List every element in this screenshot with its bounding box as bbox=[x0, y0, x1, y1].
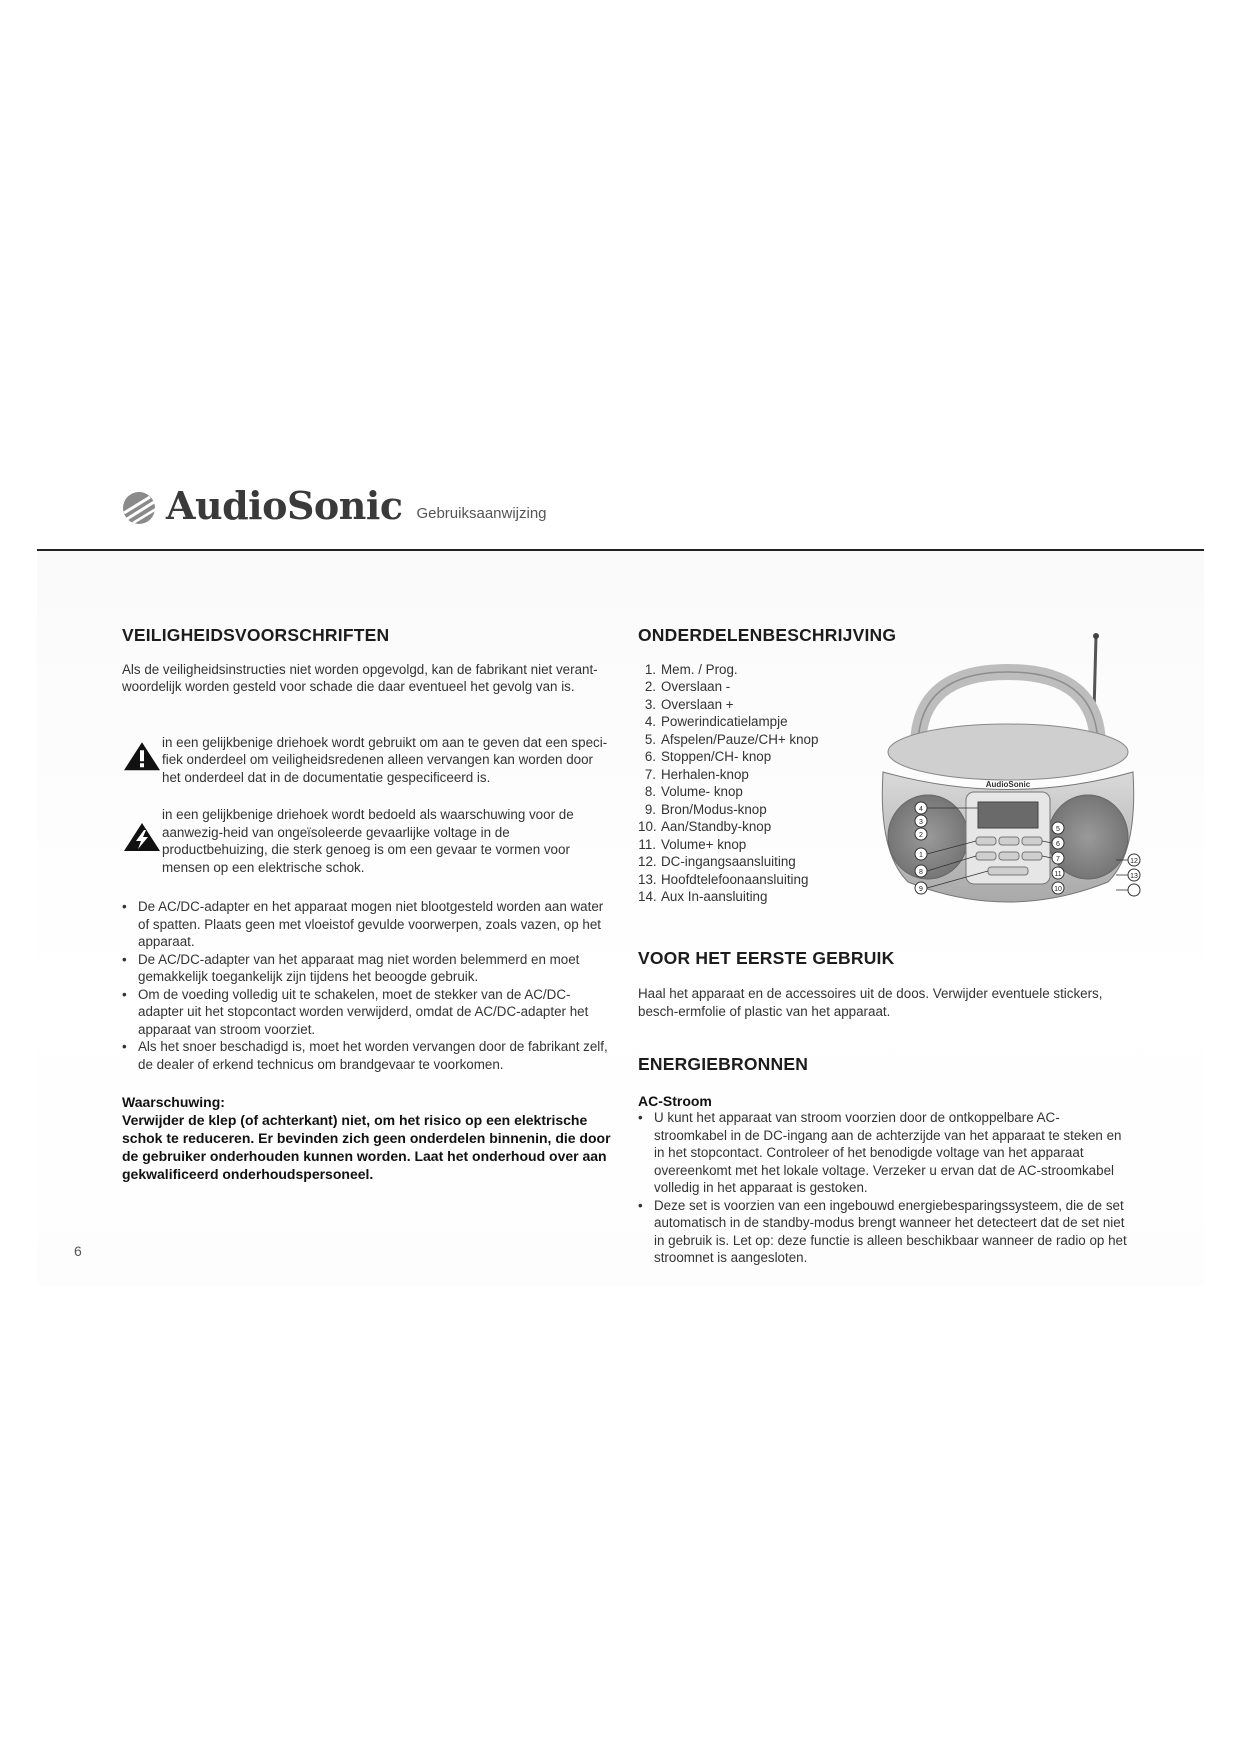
callout-label: 13 bbox=[1130, 873, 1138, 880]
callout-label: 11 bbox=[1054, 871, 1062, 878]
callout-label: 8 bbox=[919, 869, 923, 876]
parts-title: ONDERDELENBESCHRIJVING bbox=[638, 625, 897, 645]
list-item: • U kunt het apparaat van stroom voorzien door de ontkoppelbare AC-stroomkabel in de DC-ingang aan de achterzijde van het apparaat te steken en in het stopcontact. Controleer of het benodigde voltage van het apparaat overeenkomt met het lokale voltage. Verzeker u ervan dat de AC-stroomkabel volledig in het apparaat is gestoken. bbox=[638, 1109, 1128, 1197]
callout-label: 3 bbox=[919, 819, 923, 826]
list-item: 4. Powerindicatielampje bbox=[644, 714, 788, 729]
page-header bbox=[120, 483, 547, 528]
callout-label: 10 bbox=[1054, 886, 1062, 893]
list-item: 1. Mem. / Prog. bbox=[644, 661, 738, 677]
first-use-text: Haal het apparaat en de accessoires uit de doos. Verwijder eventuele stickers, besch-ermfolie of plastic van het apparaat. bbox=[638, 986, 1103, 1019]
list-item: • Om de voeding volledig uit te schakelen, moet de stekker van de AC/DC-adapter uit het stopcontact worden verwijderd, omdat de AC/DC-adapter het apparaat van stroom voorziet. bbox=[122, 986, 612, 1039]
list-item: 11. Volume+ knop bbox=[638, 836, 747, 852]
callout-label: 12 bbox=[1130, 858, 1138, 865]
callout-label: 9 bbox=[919, 886, 923, 893]
list-item: 5. Afspelen/Pauze/CH+ knop bbox=[644, 731, 819, 747]
warning-exclamation-row bbox=[122, 726, 612, 787]
callout-label: 6 bbox=[1056, 841, 1060, 848]
audiosonic-logo-icon bbox=[120, 491, 158, 525]
callout-label: 2 bbox=[919, 832, 923, 839]
power-section bbox=[638, 1054, 1128, 1267]
document-subtitle: Gebruiksaanwijzing bbox=[416, 505, 547, 522]
caution-label: Waarschuwing: bbox=[122, 1094, 225, 1110]
first-use-section bbox=[638, 948, 1128, 1020]
list-item: 14. Aux In-aansluiting bbox=[638, 889, 768, 904]
list-item: 2. Overslaan - bbox=[644, 679, 731, 694]
callout-label: 5 bbox=[1056, 826, 1060, 833]
safety-intro: Als de veiligheidsinstructies niet worden opgevolgd, kan de fabrikant niet verant-woordelijk worden gesteld voor schade die daar eventueel het gevolg van is. bbox=[122, 661, 598, 694]
callout-label: 7 bbox=[1056, 856, 1060, 863]
list-item: 9. Bron/Modus-knop bbox=[644, 801, 767, 817]
list-item: 3. Overslaan + bbox=[644, 696, 734, 712]
warning-lightning-row bbox=[122, 798, 612, 876]
caution-text: Verwijder de klep (of achterkant) niet, om het risico op een elektrische schok te reduceren. Er bevinden zich geen onderdelen binnenin, die door de gebruiker onderhouden kunnen worden. Laat het onderhoud over aan gekwalificeerd onderhoudspersoneel. bbox=[122, 1112, 611, 1182]
list-item: 7. Herhalen-knop bbox=[644, 766, 749, 782]
device-brand-label: AudioSonic bbox=[985, 780, 1031, 789]
power-subtitle: AC-Stroom bbox=[638, 1093, 712, 1109]
list-item: • De AC/DC-adapter van het apparaat mag niet worden belemmerd en moet gemakkelijk toegankelijk zijn tijdens het beoogde gebruik. bbox=[122, 951, 612, 986]
safety-title: VEILIGHEIDSVOORSCHRIFTEN bbox=[122, 625, 390, 645]
first-use-title: VOOR HET EERSTE GEBRUIK bbox=[638, 948, 895, 968]
callout-label: 1 bbox=[919, 852, 923, 859]
list-item: 8. Volume- knop bbox=[644, 784, 743, 799]
power-title: ENERGIEBRONNEN bbox=[638, 1054, 809, 1074]
list-item: 10. Aan/Standby-knop bbox=[638, 819, 772, 834]
warning-exclamation-text: in een gelijkbenige driehoek wordt gebruikt om aan te geven dat een speci-fiek onderdeel om veiligheidsredenen alleen vervangen kan worden door het onderdeel dat in de documentatie gespecificeerd is. bbox=[162, 734, 608, 785]
list-item: 12. DC-ingangsaansluiting bbox=[638, 854, 796, 869]
safety-section bbox=[122, 627, 612, 1183]
parts-list bbox=[638, 661, 828, 906]
brand-name: AudioSonic bbox=[166, 483, 403, 528]
warning-lightning-text: in een gelijkbenige driehoek wordt bedoeld als waarschuwing voor de aanwezig-heid van ongeïsoleerde gevaarlijke voltage in de productbehuizing, die sterk genoeg is om een gevaar te vormen voor mensen op een elektrische schok. bbox=[162, 807, 574, 875]
list-item: • Deze set is voorzien van een ingebouwd energiebesparingssysteem, die de set automatisch in de standby-modus brengt wanneer het detecteert dat de set niet in gebruik is. Let op: deze functie is alleen beschikbaar wanneer de radio op het stroomnet is aangesloten. bbox=[638, 1197, 1128, 1267]
safety-bullet-list bbox=[122, 898, 612, 1073]
boombox-illustration bbox=[868, 632, 1148, 932]
power-bullet-list bbox=[638, 1109, 1128, 1267]
list-item: 6. Stoppen/CH- knop bbox=[644, 749, 772, 764]
warning-lightning-icon bbox=[122, 798, 162, 876]
caution-block bbox=[122, 1093, 612, 1183]
list-item: • De AC/DC-adapter en het apparaat mogen niet blootgesteld worden aan water of spatten. Plaats geen met vloeistof gevulde voorwerpen, zoals vazen, op het apparaat. bbox=[122, 898, 612, 951]
callout-label: 4 bbox=[919, 806, 923, 813]
warning-exclamation-icon bbox=[122, 726, 162, 787]
list-item: 13. Hoofdtelefoonaansluiting bbox=[638, 871, 809, 887]
list-item: • Als het snoer beschadigd is, moet het worden vervangen door de fabrikant zelf, de dealer of erkend technicus om brandgevaar te voorkomen. bbox=[122, 1038, 612, 1073]
page-number: 6 bbox=[74, 1243, 82, 1259]
